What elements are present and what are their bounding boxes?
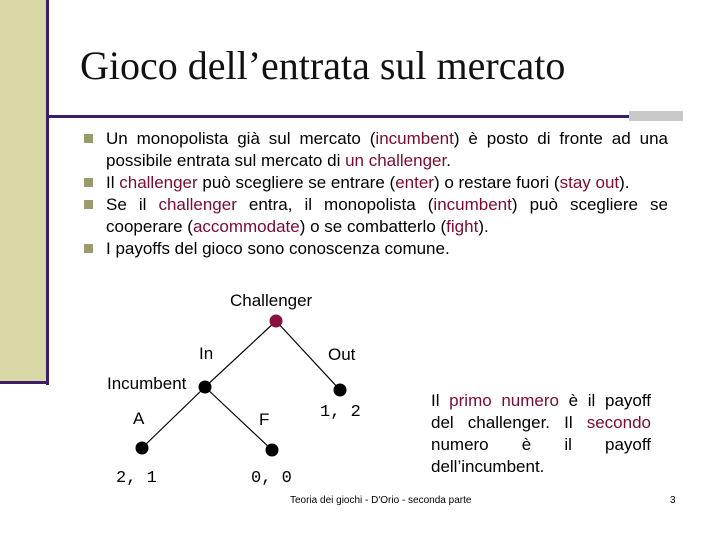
out-label: Out <box>328 345 356 364</box>
bullet-text: Se il challenger entra, il monopolista (incumbent) può scegliere se cooperare (accommodate) o se combatterlo (fight). <box>106 195 668 236</box>
bullet-text: Un monopolista già sul mercato (incumbent) è posto di fronte ad una possibile entrata sul mercato di un challenger. <box>106 129 668 170</box>
challenger-label: Challenger <box>230 291 313 310</box>
in-label: In <box>199 344 214 363</box>
edge-in <box>205 321 276 387</box>
incumbent-label: Incumbent <box>107 374 187 393</box>
highlighted-term: secondo <box>586 413 651 432</box>
page-number: 3 <box>670 495 676 506</box>
terminal-node-out <box>334 384 347 397</box>
highlighted-term: challenger <box>158 195 237 214</box>
highlighted-term: challenger <box>119 173 198 192</box>
highlighted-term: incumbent <box>433 195 512 214</box>
highlighted-term: accommodate <box>192 217 300 236</box>
terminal-node-accommodate <box>136 442 149 455</box>
slide-title: Gioco dell’entrata sul mercato <box>80 43 566 88</box>
payoff-fight: 0, 0 <box>251 469 292 488</box>
highlighted-term: primo numero <box>449 391 559 410</box>
incumbent-node <box>199 381 212 394</box>
footer-text: Teoria dei giochi - D'Orio - seconda parte <box>290 495 472 506</box>
payoff-out: 1, 2 <box>320 403 361 422</box>
payoff-note: Il primo numero è il payoff del challenger. Il secondo numero è il payoff dell’incumbent. <box>431 391 652 476</box>
highlighted-term: stay out <box>559 173 620 192</box>
payoff-accommodate: 2, 1 <box>116 469 157 488</box>
highlighted-term: fight <box>446 217 479 236</box>
fight-label: F <box>259 410 270 429</box>
highlighted-term: enter <box>395 173 434 192</box>
edge-accommodate <box>142 387 205 448</box>
terminal-node-fight <box>266 444 279 457</box>
challenger-node <box>270 315 283 328</box>
highlighted-term: un challenger <box>345 151 447 170</box>
bullet-text: I payoffs del gioco sono conoscenza comune. <box>106 239 450 258</box>
highlighted-term: incumbent <box>375 129 454 148</box>
bullet-text: Il challenger può scegliere se entrare (enter) o restare fuori (stay out). <box>106 173 630 192</box>
accommodate-label: A <box>133 409 145 428</box>
